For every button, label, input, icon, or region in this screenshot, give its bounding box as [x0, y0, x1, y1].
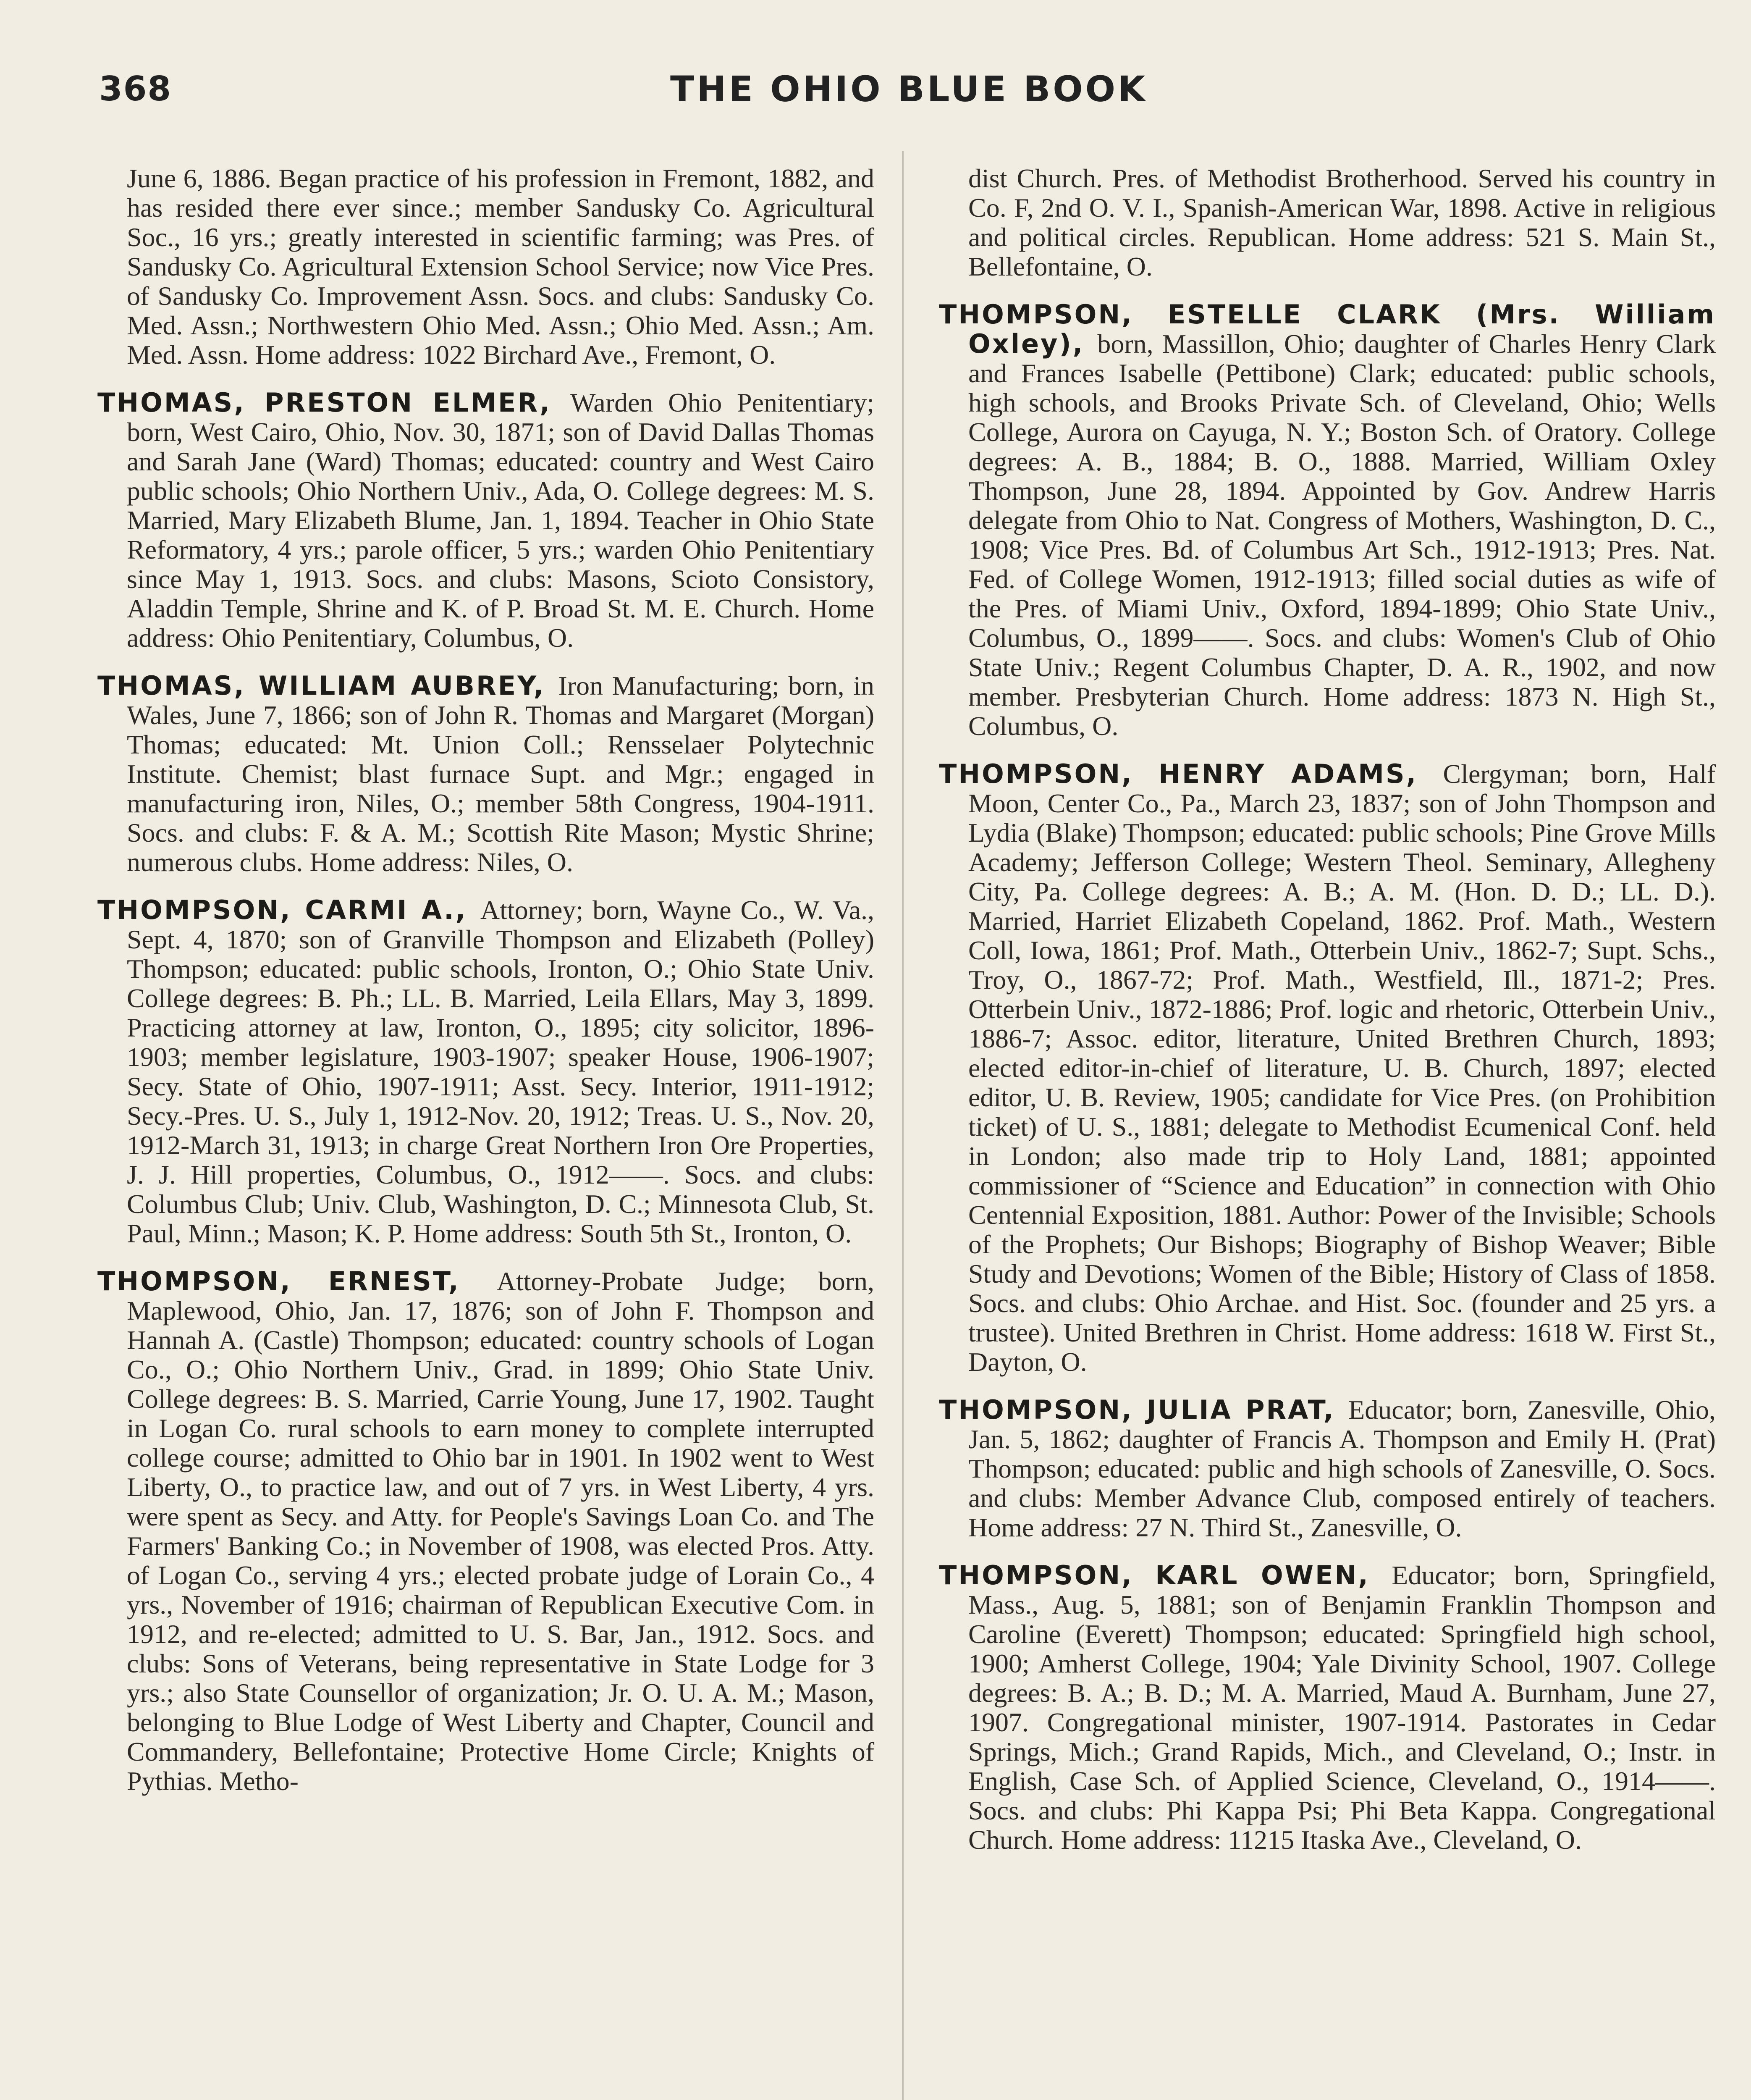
- entry-text: born, Massillon, Ohio; daughter of Charles Henry Clark and Frances Isabelle (Pettibone) Clark; educated: public schools, high schools, and Brooks Private Sch. of Cleveland, Ohio; Wells College, Aurora on Cayuga, N. Y.; Boston Sch. of Oratory. College degrees: A. B., 1884; B. O., 1888. Married, William Oxley Thompson, June 28, 1894. Appointed by Gov. Andrew Harris delegate from Ohio to Nat. Congress of Mothers, Washington, D. C., 1908; Vice Pres. Bd. of Columbus Art Sch., 1912-1913; Pres. Nat. Fed. of College Women, 1912-1913; filled social duties as wife of the Pres. of Miami Univ., Oxford, 1894-1899; Ohio State Univ., Columbus, O., 1899——. Socs. and clubs: Women's Club of Ohio State Univ.; Regent Columbus Chapter, D. A. R., 1902, and now member. Presbyterian Church. Home address: 1873 N. High St., Columbus, O.: [968, 329, 1716, 741]
- running-title: THE OHIO BLUE BOOK: [670, 68, 1148, 110]
- entry-text: Educator; born, Springfield, Mass., Aug. 5, 1881; son of Benjamin Franklin Thompson and Caroline (Everett) Thompson; educated: Springfield high school, 1900; Amherst College, 1904; Yale Divinity School, 1907. College degrees: B. A.; B. D.; M. A. Married, Maud A. Burnham, June 27, 1907. Congregational minister, 1907-1914. Pastorates in Cedar Springs, Mich.; Grand Rapids, Mich., and Cleveland, O.; Instr. in English, Case Sch. of Applied Science, Cleveland, O., 1914——. Socs. and clubs: Phi Kappa Psi; Phi Beta Kappa. Congregational Church. Home address: 11215 Itaska Ave., Cleveland, O.: [968, 1560, 1716, 1855]
- biography-entry: [939, 759, 1716, 1377]
- entry-name: THOMPSON, CARMI A.,: [97, 895, 480, 925]
- entry-name: THOMPSON, KARL OWEN,: [939, 1560, 1392, 1591]
- entry-text: Attorney; born, Wayne Co., W. Va., Sept. 4, 1870; son of Granville Thompson and Elizabeth (Polley) Thompson; educated: public schools, Ironton, O.; Ohio State Univ. College degrees: B. Ph.; LL. B. Married, Leila Ellars, May 3, 1899. Practicing attorney at law, Ironton, O., 1895; city solicitor, 1896-1903; member legislature, 1903-1907; speaker House, 1906-1907; Secy. State of Ohio, 1907-1911; Asst. Secy. Interior, 1911-1912; Secy.-Pres. U. S., July 1, 1912-Nov. 20, 1912; Treas. U. S., Nov. 20, 1912-March 31, 1913; in charge Great Northern Iron Ore Properties, J. J. Hill properties, Columbus, O., 1912——. Socs. and clubs: Columbus Club; Univ. Club, Washington, D. C.; Minnesota Club, St. Paul, Minn.; Mason; K. P. Home address: South 5th St., Ironton, O.: [127, 895, 875, 1248]
- biography-entry: [97, 164, 874, 370]
- biography-entry: [97, 1267, 874, 1796]
- entry-text: June 6, 1886. Began practice of his profession in Fremont, 1882, and has resided there ever since.; member Sandusky Co. Agricultural Soc., 16 yrs.; greatly interested in scientific farming; was Pres. of Sandusky Co. Agricultural Extension School Service; now Vice Pres. of Sandusky Co. Improvement Assn. Socs. and clubs: Sandusky Co. Med. Assn.; Northwestern Ohio Med. Assn.; Ohio Med. Assn.; Am. Med. Assn. Home address: 1022 Birchard Ave., Fremont, O.: [127, 163, 874, 370]
- entry-name: THOMPSON, JULIA PRAT,: [939, 1394, 1349, 1425]
- entry-text: Attorney-Probate Judge; born, Maplewood, Ohio, Jan. 17, 1876; son of John F. Thompson and Hannah A. (Castle) Thompson; educated: country schools of Logan Co., O.; Ohio Northern Univ., Grad. in 1899; Ohio State Univ. College degrees: B. S. Married, Carrie Young, June 17, 1902. Taught in Logan Co. rural schools to earn money to complete interrupted college course; admitted to Ohio bar in 1901. In 1902 went to West Liberty, O., to practice law, and out of 7 yrs. in West Liberty, 4 yrs. were spent as Secy. and Atty. for People's Savings Loan Co. and The Farmers' Banking Co.; in November of 1908, was elected Pros. Atty. of Logan Co., serving 4 yrs.; elected probate judge of Lorain Co., 4 yrs., November of 1916; chairman of Republican Executive Com. in 1912, and re-elected; admitted to U. S. Bar, Jan., 1912. Socs. and clubs: Sons of Veterans, being representative in State Lodge for 3 yrs.; also State Counsellor of organization; Jr. O. U. A. M.; Mason, belonging to Blue Lodge of West Liberty and Chapter, Council and Commandery, Bellefontaine; Protective Home Circle; Knights of Pythias. Metho-: [127, 1266, 874, 1796]
- entry-name: THOMPSON, ESTELLE CLARK (Mrs. William Oxley),: [939, 299, 1716, 359]
- entry-text: Educator; born, Zanesville, Ohio, Jan. 5, 1862; daughter of Francis A. Thompson and Emily H. (Prat) Thompson; educated: public and high schools of Zanesville, O. Socs. and clubs: Member Advance Club, composed entirely of teachers. Home address: 27 N. Third St., Zanesville, O.: [968, 1395, 1716, 1542]
- biography-entry: [97, 895, 874, 1248]
- page-number: 368: [99, 69, 172, 108]
- biography-entry: [97, 671, 874, 877]
- right-column: [939, 164, 1716, 1873]
- biography-entry: [97, 388, 874, 653]
- biography-entry: [939, 300, 1716, 741]
- biography-entry: [939, 1395, 1716, 1542]
- entry-text: dist Church. Pres. of Methodist Brotherhood. Served his country in Co. F, 2nd O. V. I., Spanish-American War, 1898. Active in religious and political circles. Republican. Home address: 521 S. Main St., Bellefontaine, O.: [968, 163, 1716, 281]
- column-divider: [902, 151, 904, 2100]
- biography-entry: [939, 164, 1716, 281]
- entry-text: Iron Manufacturing; born, in Wales, June 7, 1866; son of John R. Thomas and Margaret (Morgan) Thomas; educated: Mt. Union Coll.; Rensselaer Polytechnic Institute. Chemist; blast furnace Supt. and Mgr.; engaged in manufacturing iron, Niles, O.; member 58th Congress, 1904-1911. Socs. and clubs: F. & A. M.; Scottish Rite Mason; Mystic Shrine; numerous clubs. Home address: Niles, O.: [127, 671, 874, 877]
- page-header: [99, 64, 1707, 123]
- left-column: [97, 164, 874, 1814]
- entry-name: THOMPSON, HENRY ADAMS,: [939, 759, 1443, 789]
- entry-text: Clergyman; born, Half Moon, Center Co., Pa., March 23, 1837; son of John Thompson and Lydia (Blake) Thompson; educated: public schools; Pine Grove Mills Academy; Jefferson College; Western Theol. Seminary, Allegheny City, Pa. College degrees: A. B.; A. M. (Hon. D. D.; LL. D.). Married, Harriet Elizabeth Copeland, 1862. Prof. Math., Western Coll, Iowa, 1861; Prof. Math., Otterbein Univ., 1862-7; Supt. Schs., Troy, O., 1867-72; Prof. Math., Westfield, Ill., 1871-2; Pres. Otterbein Univ., 1872-1886; Prof. logic and rhetoric, Otterbein Univ., 1886-7; Assoc. editor, literature, United Brethren Church, 1893; elected editor-in-chief of literature, U. B. Church, 1897; elected editor, U. B. Review, 1905; candidate for Vice Pres. (on Prohibition ticket) of U. S., 1881; delegate to Methodist Ecumenical Conf. held in London; also made trip to Holy Land, 1881; appointed commissioner of “Science and Education” in connection with Ohio Centennial Exposition, 1881. Author: Power of the Invisible; Schools of the Prophets; Our Bishops; Biography of Bishop Weaver; Bible Study and Devotions; Women of the Bible; History of Class of 1858. Socs. and clubs: Ohio Archae. and Hist. Soc. (founder and 25 yrs. a trustee). United Brethren in Christ. Home address: 1618 W. First St., Dayton, O.: [968, 759, 1716, 1377]
- biography-entry: [939, 1561, 1716, 1855]
- entry-name: THOMAS, PRESTON ELMER,: [97, 387, 571, 418]
- entry-text: Warden Ohio Penitentiary; born, West Cairo, Ohio, Nov. 30, 1871; son of David Dallas Thomas and Sarah Jane (Ward) Thomas; educated: country and West Cairo public schools; Ohio Northern Univ., Ada, O. College degrees: M. S. Married, Mary Elizabeth Blume, Jan. 1, 1894. Teacher in Ohio State Reformatory, 4 yrs.; parole officer, 5 yrs.; warden Ohio Penitentiary since May 1, 1913. Socs. and clubs: Masons, Scioto Consistory, Aladdin Temple, Shrine and K. of P. Broad St. M. E. Church. Home address: Ohio Penitentiary, Columbus, O.: [127, 388, 874, 653]
- entry-name: THOMPSON, ERNEST,: [97, 1266, 497, 1297]
- entry-name: THOMAS, WILLIAM AUBREY,: [97, 670, 558, 701]
